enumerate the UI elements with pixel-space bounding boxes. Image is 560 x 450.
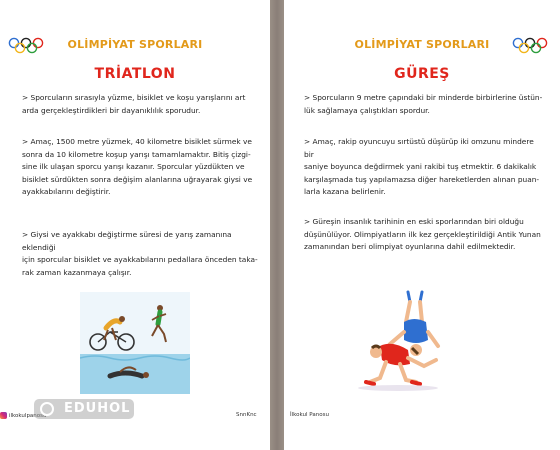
text-line: sonra da 10 kilometre koşup yarışı tamamlamaktır. Bitiş çizgi- [22, 149, 251, 159]
footer-author: SnnKnc [236, 412, 257, 418]
text-line: > Sporcuların sırasıyla yüzme, bisiklet ve koşu yarışlarını art [22, 93, 246, 102]
right-page [284, 0, 560, 450]
page-header: OLİMPİYAT SPORLARI [354, 38, 490, 51]
text-line: için sporcular bisiklet ve ayakkabılarını pedallara önceden taka- [22, 255, 258, 265]
text-line: > Güreşin insanlık tarihinin en eski sporlarından biri olduğu [304, 217, 524, 226]
sport-title: TRİATLON [94, 66, 176, 82]
watermark-logo-icon [40, 402, 54, 416]
paragraph-2 [304, 136, 544, 199]
text-line: ayakkabılarını değiştirir. [22, 187, 111, 197]
paragraph-2 [22, 136, 262, 199]
page-header: OLİMPİYAT SPORLARI [67, 38, 203, 51]
text-line: > Amaç, rakip oyuncuyu sırtüstü düşürüp iki omzunu mindere bir [304, 137, 534, 159]
instagram-handle: ilkokulpanosu [9, 413, 47, 419]
text-line: > Giysi ve ayakkabı değiştirme süresi de yarış zamanına eklendiği [22, 230, 232, 252]
text-line: bisiklet sürdükten sonra değişim alanlarına uğrayarak giysi ve [22, 174, 253, 184]
page-spine [270, 0, 284, 450]
text-line: zamanından beri olimpiyat oyunlarına dahil edilmektedir. [304, 242, 516, 252]
paragraph-3 [22, 229, 262, 279]
sport-title: GÜREŞ [394, 66, 450, 82]
paragraph-1 [22, 92, 262, 117]
left-page [0, 0, 270, 450]
text-line: sine ilk ulaşan sporcu yarışı kazanır. Sporcular yüzdükten ve [22, 162, 245, 172]
wrestling-illustration [350, 288, 460, 392]
text-line: > Amaç, 1500 metre yüzmek, 40 kilometre bisiklet sürmek ve [22, 137, 252, 146]
text-line: arda gerçekleştirdikleri bir dayanıklılık sporudur. [22, 105, 201, 115]
text-line: saniye boyunca değdirmek yani rakibi tuş etmektir. 6 dakikalık [304, 162, 537, 172]
instagram-icon [0, 412, 7, 419]
text-line: lük sağlamaya çalıştıkları spordur. [304, 105, 430, 115]
text-line: karşılaşmada tuş yapılamazsa diğer hareketlerden alınan puan- [304, 174, 540, 184]
text-line: larla kazana belirlenir. [304, 187, 386, 197]
paragraph-3 [304, 216, 544, 254]
eduhol-watermark [34, 399, 134, 419]
text-line: düşünülüyor. Olimpiyatların ilk kez gerçekleştirildiği Antik Yunan [304, 229, 541, 239]
paragraph-1 [304, 92, 544, 117]
footer-source: İlkokul Panosu [290, 412, 329, 418]
watermark-text: EDUHOL [64, 401, 131, 416]
text-line: rak zaman kazanmaya çalışır. [22, 267, 132, 277]
text-line: > Sporcuların 9 metre çapındaki bir minderde birbirlerine üstün- [304, 93, 543, 102]
triathlon-illustration [80, 292, 190, 394]
